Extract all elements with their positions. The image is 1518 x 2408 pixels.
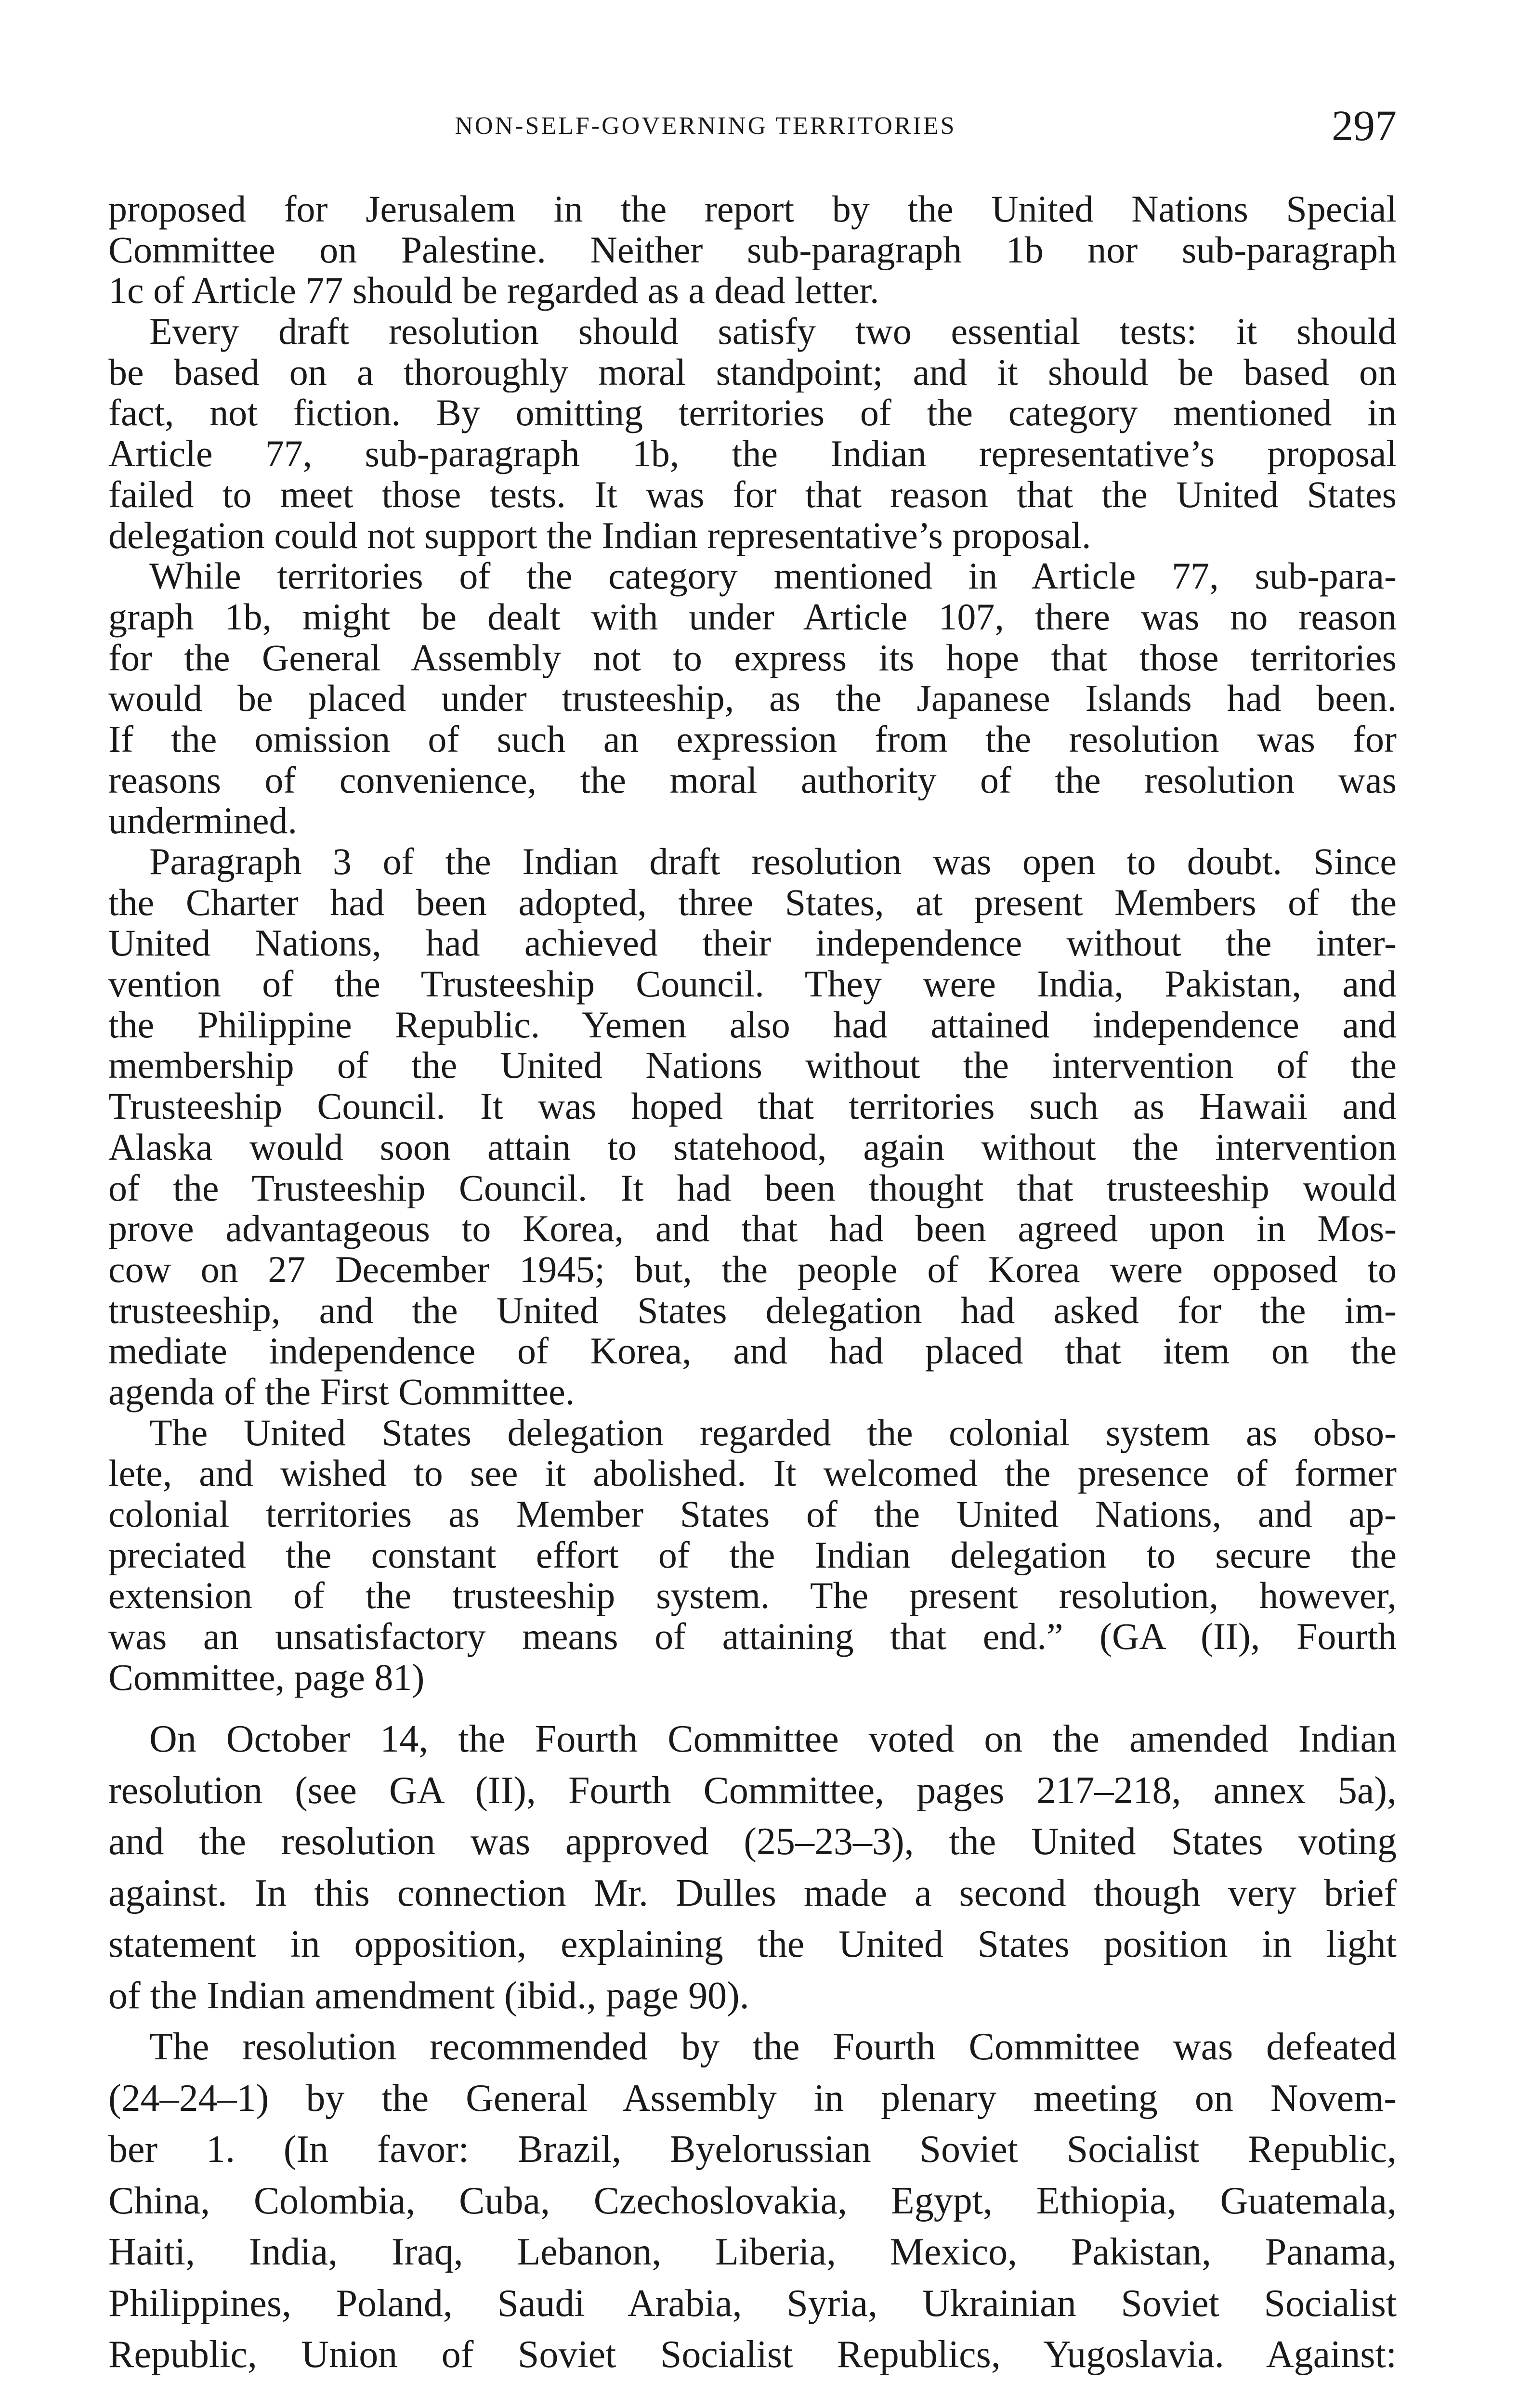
text-line: Every draft resolution should satisfy two essential tests: it should (149, 311, 1397, 352)
text-line: against. In this connection Mr. Dulles made a second though very brief (108, 1871, 1397, 1914)
running-title: NON-SELF-GOVERNING TERRITORIES (455, 112, 956, 140)
text-line: reasons of convenience, the moral authority of the resolution was (108, 759, 1397, 801)
text-line: and the resolution was approved (25–23–3), the United States voting (108, 1820, 1397, 1863)
text-line: preciated the constant effort of the Indian delegation to secure the (108, 1534, 1397, 1576)
running-head (111, 101, 1397, 154)
text-line: Committee, page 81) (108, 1657, 425, 1698)
text-line: delegation could not support the Indian representative’s proposal. (108, 515, 1091, 556)
text-line: United Nations, had achieved their independence without the inter- (108, 923, 1397, 964)
text-line: Committee on Palestine. Neither sub-paragraph 1b nor sub-paragraph (108, 229, 1397, 271)
text-line: membership of the United Nations without the intervention of the (108, 1045, 1397, 1086)
text-line: 1c of Article 77 should be regarded as a dead letter. (108, 270, 879, 312)
text-line: Republic, Union of Soviet Socialist Republics, Yugoslavia. Against: (108, 2333, 1397, 2376)
text-line: The United States delegation regarded the colonial system as obso- (149, 1412, 1397, 1453)
text-line: resolution (see GA (II), Fourth Committee, pages 217–218, annex 5a), (108, 1769, 1397, 1812)
text-line: of the Trusteeship Council. It had been thought that trusteeship would (108, 1167, 1397, 1209)
text-line: for the General Assembly not to express its hope that those territories (108, 637, 1397, 679)
text-line: trusteeship, and the United States delegation had asked for the im- (108, 1290, 1397, 1331)
text-line: fact, not fiction. By omitting territories of the category mentioned in (108, 393, 1397, 434)
text-line: (24–24–1) by the General Assembly in plenary meeting on Novem- (108, 2077, 1397, 2120)
text-line: If the omission of such an expression from the resolution was for (108, 719, 1397, 760)
text-line: undermined. (108, 800, 298, 841)
text-line: While territories of the category mentioned in Article 77, sub-para- (149, 556, 1397, 597)
text-line: proposed for Jerusalem in the report by the United Nations Special (108, 189, 1397, 230)
text-line: of the Indian amendment (ibid., page 90). (108, 1974, 749, 2017)
text-line: the Philippine Republic. Yemen also had attained independence and (108, 1004, 1397, 1046)
text-line: Paragraph 3 of the Indian draft resolution was open to doubt. Since (149, 841, 1397, 882)
text-line: failed to meet those tests. It was for that reason that the United States (108, 474, 1397, 515)
text-line: colonial territories as Member States of the United Nations, and ap- (108, 1494, 1397, 1535)
text-line: would be placed under trusteeship, as the Japanese Islands had been. (108, 678, 1397, 719)
text-line: vention of the Trusteeship Council. They were India, Pakistan, and (108, 964, 1397, 1005)
text-line: prove advantageous to Korea, and that had been agreed upon in Mos- (108, 1208, 1397, 1249)
body-text (108, 1714, 1397, 2381)
text-line: Trusteeship Council. It was hoped that territories such as Hawaii and (108, 1086, 1397, 1127)
text-line: The resolution recommended by the Fourth Committee was defeated (149, 2026, 1397, 2068)
page-number: 297 (1332, 102, 1397, 150)
text-line: mediate independence of Korea, and had placed that item on the (108, 1331, 1397, 1372)
text-line: graph 1b, might be dealt with under Article 107, there was no reason (108, 596, 1397, 638)
quoted-statement (108, 189, 1397, 1698)
text-line: agenda of the First Committee. (108, 1371, 575, 1413)
text-line: cow on 27 December 1945; but, the people of Korea were opposed to (108, 1249, 1397, 1290)
text-line: Article 77, sub-paragraph 1b, the Indian representative’s proposal (108, 433, 1397, 474)
text-line: was an unsatisfactory means of attaining that end.” (GA (II), Fourth (108, 1616, 1397, 1657)
text-line: ber 1. (In favor: Brazil, Byelorussian Soviet Socialist Republic, (108, 2128, 1397, 2171)
text-line: extension of the trusteeship system. The present resolution, however, (108, 1575, 1397, 1617)
text-line: statement in opposition, explaining the United States position in light (108, 1923, 1397, 1965)
text-line: the Charter had been adopted, three States, at present Members of the (108, 882, 1397, 923)
text-line: be based on a thoroughly moral standpoint; and it should be based on (108, 352, 1397, 393)
text-line: China, Colombia, Cuba, Czechoslovakia, Egypt, Ethiopia, Guatemala, (108, 2179, 1397, 2222)
text-line: On October 14, the Fourth Committee voted on the amended Indian (149, 1718, 1397, 1760)
text-line: lete, and wished to see it abolished. It welcomed the presence of former (108, 1453, 1397, 1494)
text-line: Haiti, India, Iraq, Lebanon, Liberia, Mexico, Pakistan, Panama, (108, 2231, 1397, 2273)
text-line: Philippines, Poland, Saudi Arabia, Syria, Ukrainian Soviet Socialist (108, 2282, 1397, 2325)
text-line: Alaska would soon attain to statehood, again without the intervention (108, 1126, 1397, 1168)
